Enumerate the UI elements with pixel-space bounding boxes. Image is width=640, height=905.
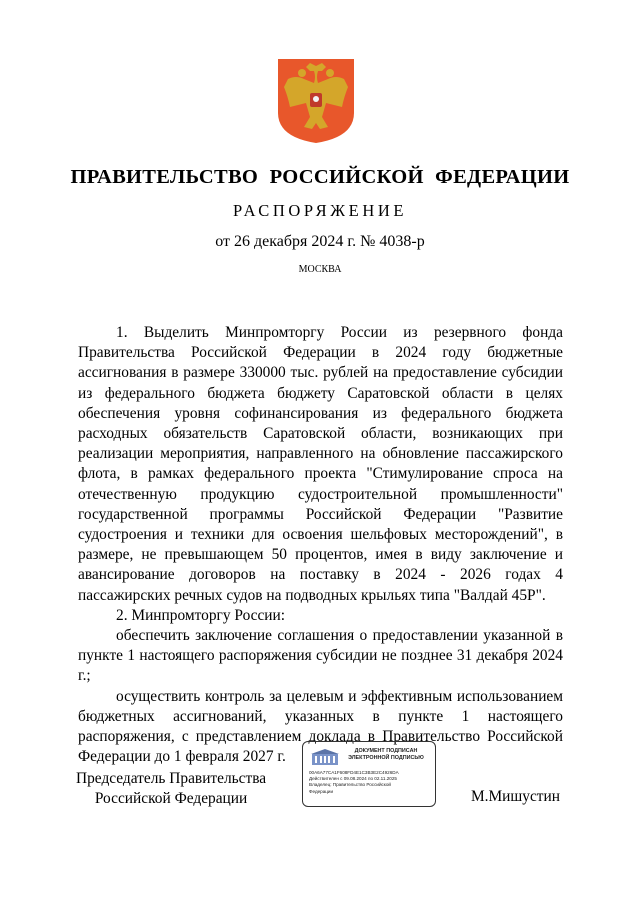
paragraph-1: 1. Выделить Минпромторгу России из резервного фонда Правительства Российской Федерации в 2024 году бюджетные ассигнования в размере 330000 тыс. рублей на предоставление субсидии из федерального бюджета бюджету Саратовской области в целях обеспечения уровня софинансирования из федерального бюджета расходных обязательств Саратовской области, возникающих при реализации мероприятия, направленного на обновление пассажирского флота, в рамках федерального проекта "Стимулирование спроса на отечественную продукцию судостроительной промышленности" государственной программы Российской Федерации "Развитие судостроения и техники для освоения шельфовых месторождений", в размере, не превышающем 50 процентов, имея в виду заключение и авансирование договоров на поставку в 2024 - 2026 годах 4 пассажирских речных судов на подводных крыльях типа "Валдай 45Р". — [78, 324, 563, 604]
paragraph-4: осуществить контроль за целевым и эффективным использованием бюджетных ассигнований, указанных в пункте 1 настоящего распоряжения, с представлением доклада в Правительство Российской Федерации до 1 февраля 2027 г. — [78, 687, 563, 766]
document-body — [78, 323, 563, 767]
certificate-owner: Владелец: Правительство Российской — [309, 782, 391, 788]
document-city: МОСКВА — [298, 264, 342, 275]
stamp-heading: ДОКУМЕНТ ПОДПИСАН ЭЛЕКТРОННОЙ ПОДПИСЬЮ — [348, 748, 424, 761]
paragraph-3: обеспечить заключение соглашения о предоставлении указанной в пункте 1 настоящего распоряжения субсидии не позднее 31 декабря 2024 г.; — [78, 627, 563, 685]
certificate-owner-line2: Федерации — [309, 788, 334, 794]
paragraph-2: 2. Минпромторгу России: — [116, 606, 286, 624]
signatory-position-line1: Председатель Правительства — [76, 770, 267, 787]
building-icon — [310, 748, 340, 766]
document-date-number: от 26 декабря 2024 г. № 4038-р — [215, 233, 425, 250]
state-emblem — [276, 57, 356, 145]
certificate-number: 00A6A77CA1F608FD4E1C3B3E2C4926DA — [309, 770, 399, 775]
document-type: РАСПОРЯЖЕНИЕ — [232, 201, 408, 220]
signatory-position — [76, 769, 266, 808]
certificate-validity: Действителен с 09.08.2024 по 02.11.2025 — [309, 776, 397, 782]
signatory-position-line2: Российской Федерации — [94, 789, 248, 807]
stamp-details — [309, 770, 433, 795]
signatory-name: М.Мишустин — [470, 788, 560, 805]
government-title: ПРАВИТЕЛЬСТВО РОССИЙСКОЙ ФЕДЕРАЦИИ — [70, 166, 570, 188]
electronic-signature-stamp — [302, 741, 436, 807]
